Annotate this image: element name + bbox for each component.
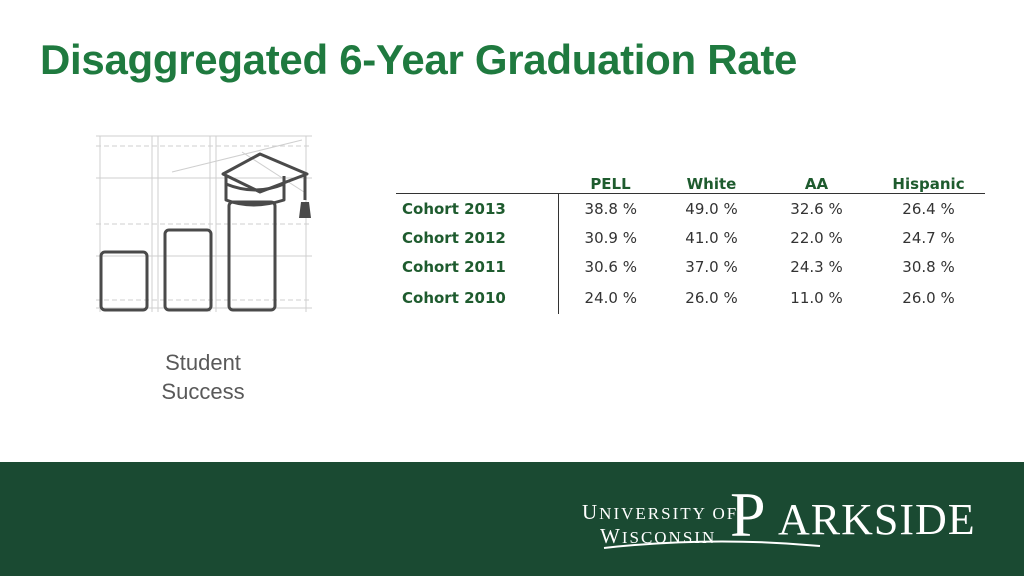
swoosh-icon (602, 538, 822, 552)
cell-white: 26.0 % (685, 288, 738, 307)
header-aa: AA (761, 167, 873, 194)
table-row (396, 252, 985, 281)
logo-initial: P (730, 479, 766, 550)
cell-aa: 11.0 % (790, 288, 843, 307)
university-logo (582, 479, 1002, 556)
cell-aa: 22.0 % (790, 228, 843, 247)
row-label: Cohort 2011 (396, 252, 559, 281)
cell-white: 49.0 % (685, 199, 738, 218)
logo-wordmark: ARKSIDE (778, 495, 976, 544)
row-label: Cohort 2010 (396, 281, 559, 314)
cell-white: 37.0 % (685, 257, 738, 276)
cell-pell: 38.8 % (584, 199, 637, 218)
cell-pell: 24.0 % (584, 288, 637, 307)
row-label: Cohort 2013 (396, 194, 559, 224)
header-hispanic: Hispanic (873, 167, 985, 194)
table-row (396, 194, 985, 224)
cell-aa: 24.3 % (790, 257, 843, 276)
cell-pell: 30.9 % (584, 228, 637, 247)
table-row (396, 223, 985, 252)
table-header-row (396, 167, 985, 194)
header-white: White (663, 167, 761, 194)
cell-hispanic: 26.0 % (902, 288, 955, 307)
cell-aa: 32.6 % (790, 199, 843, 218)
header-empty (396, 167, 559, 194)
row-label: Cohort 2012 (396, 223, 559, 252)
caption-line-2: Success (161, 379, 245, 404)
cell-white: 41.0 % (685, 228, 738, 247)
student-success-caption (140, 348, 266, 406)
logo-line-university: UNIVERSITY OF (582, 500, 739, 524)
cell-pell: 30.6 % (584, 257, 637, 276)
table-row (396, 281, 985, 314)
header-pell: PELL (559, 167, 663, 194)
cell-hispanic: 30.8 % (902, 257, 955, 276)
graduation-cap-bar-chart-icon (92, 132, 316, 314)
cell-hispanic: 24.7 % (902, 228, 955, 247)
cell-hispanic: 26.4 % (902, 199, 955, 218)
caption-line-1: Student (165, 350, 241, 375)
slide-title: Disaggregated 6-Year Graduation Rate (40, 36, 798, 83)
footer-bar (0, 462, 1024, 576)
graduation-rate-table (396, 167, 985, 314)
logo-line-wisconsin: WISCONSIN (600, 524, 717, 548)
